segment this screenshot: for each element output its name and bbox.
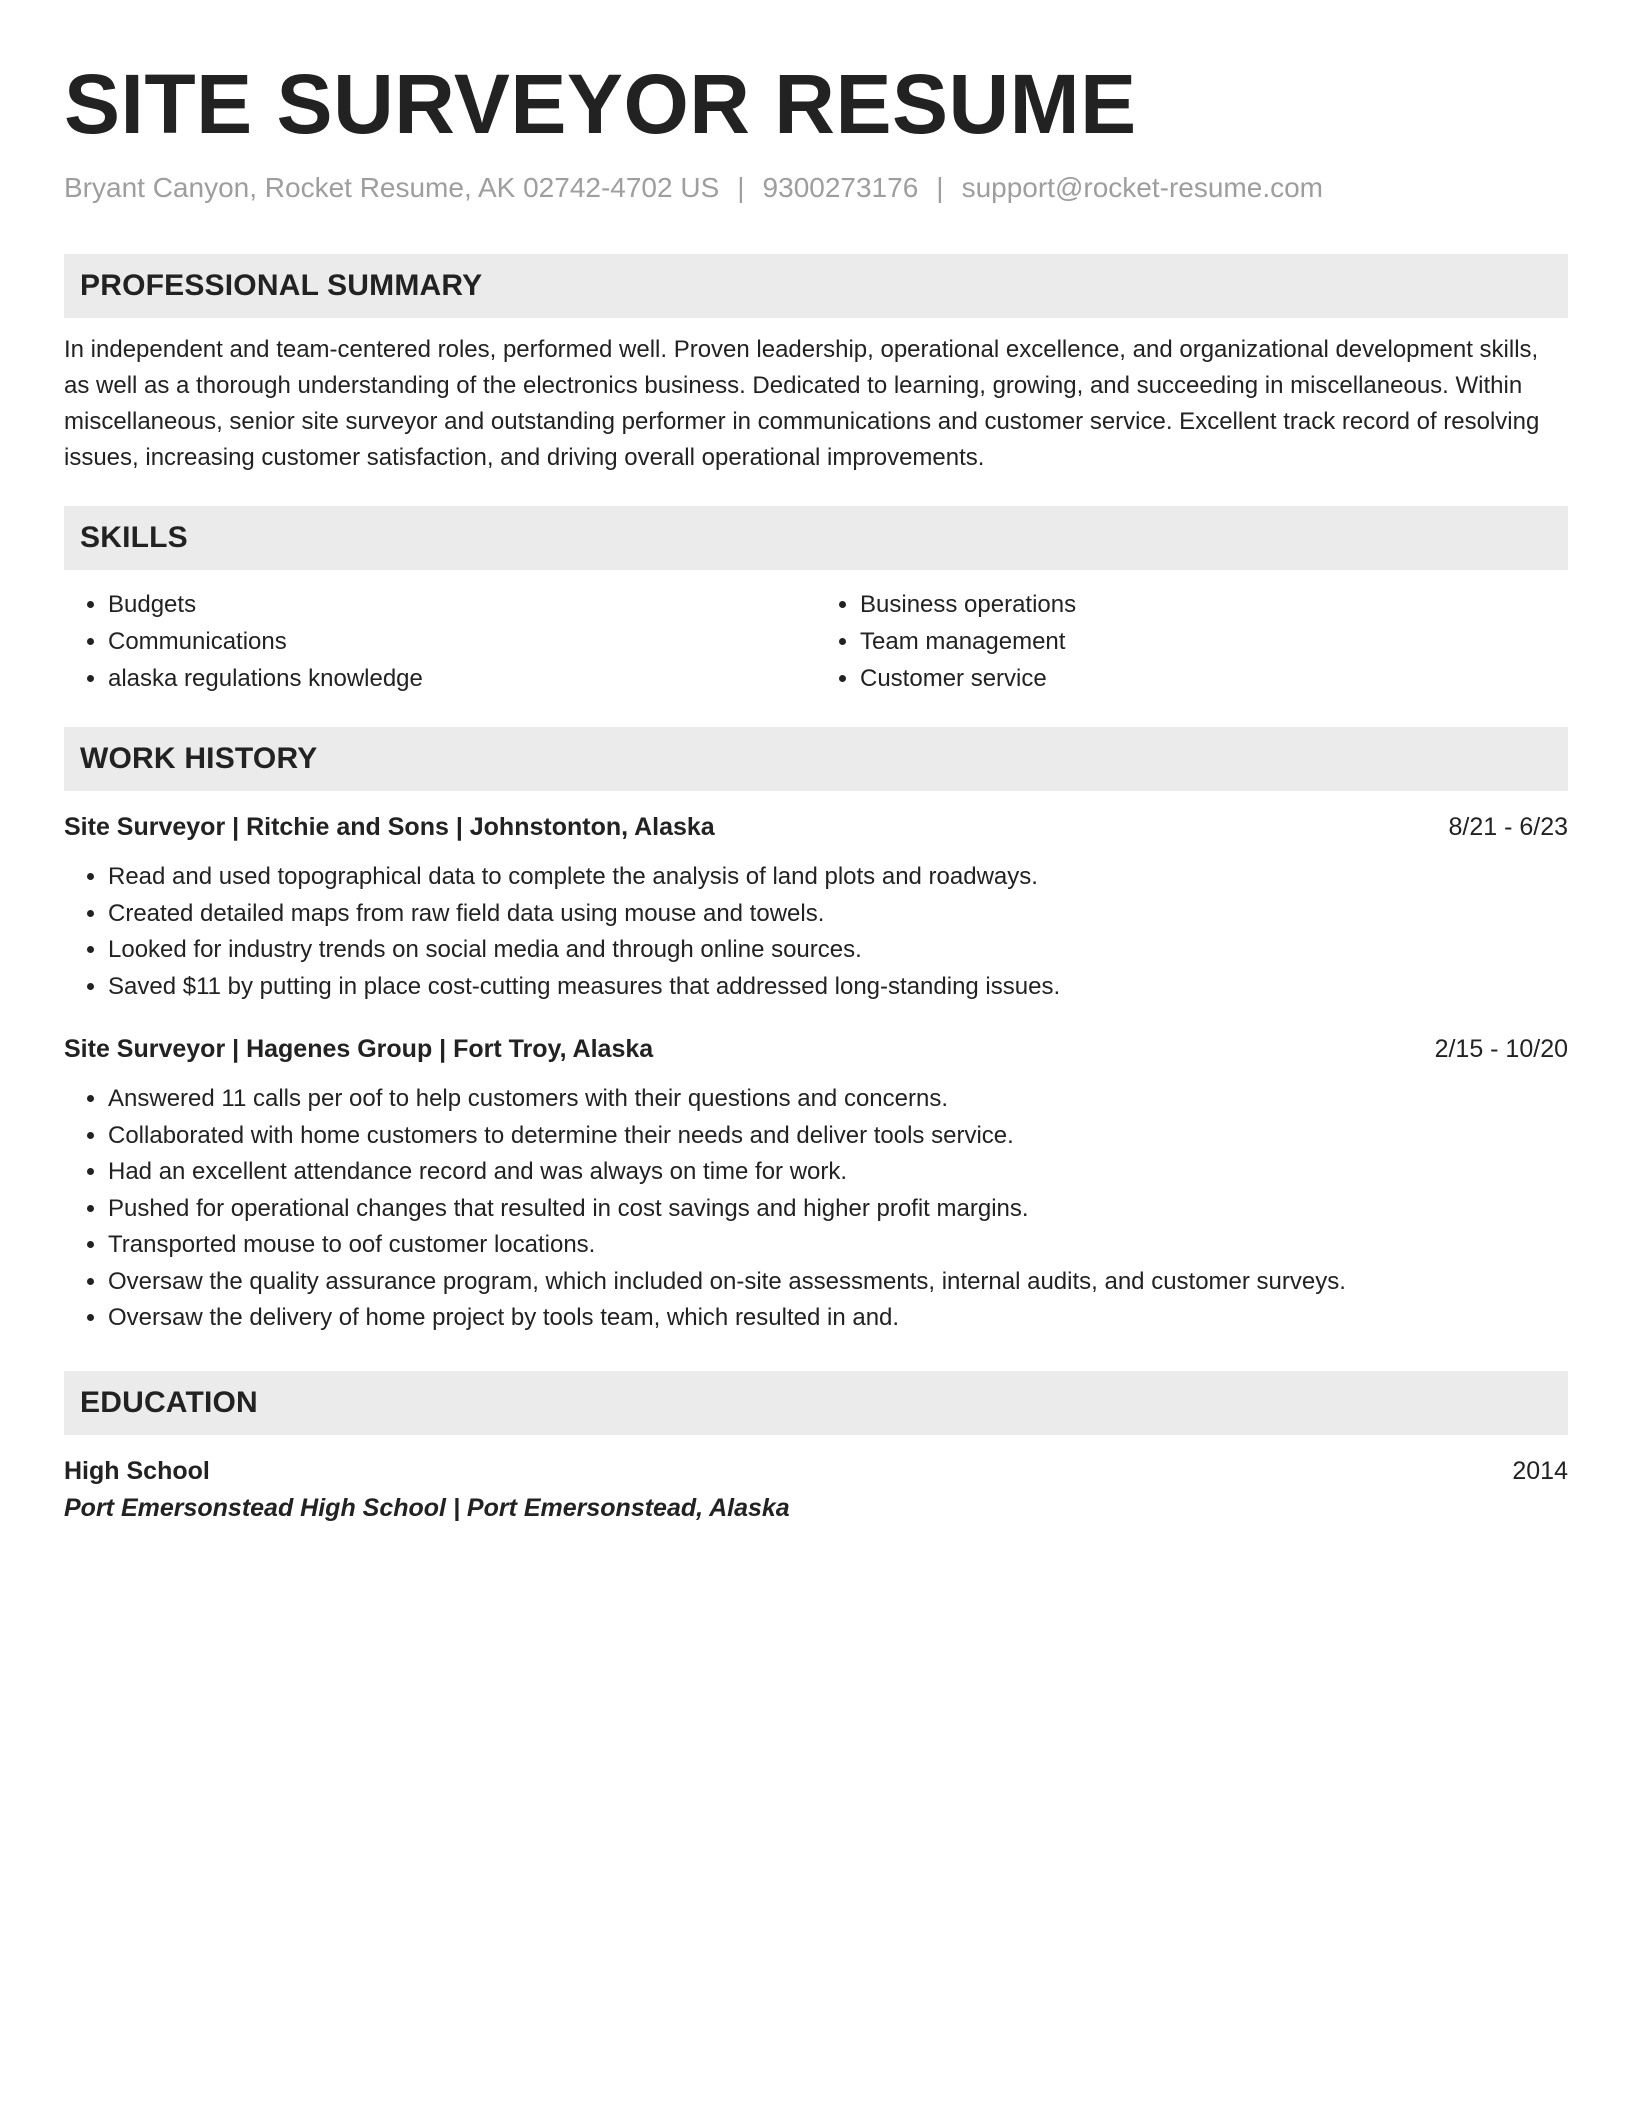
contact-address: Bryant Canyon, Rocket Resume, AK 02742-4702 US [64,172,720,203]
job-bullet: • Collaborated with home customers to determine their needs and deliver tools service. [108,1118,1568,1155]
skills-list [64,586,1568,697]
contact-line [64,168,1568,208]
job-dates: 2/15 - 10/20 [1434,1035,1568,1063]
job-dates: 8/21 - 6/23 [1448,813,1568,841]
contact-phone: 9300273176 [762,172,919,203]
skill-item: • Customer service [860,660,1568,697]
contact-separator: | [936,172,944,203]
summary-heading: PROFESSIONAL SUMMARY [64,254,1568,318]
skills-column-right [816,586,1568,697]
job-bullet: • Looked for industry trends on social media and through online sources. [108,932,1568,969]
job-bullet: • Created detailed maps from raw field data using mouse and towels. [108,896,1568,933]
skill-item: • alaska regulations knowledge [108,660,816,697]
job-title: Site Surveyor | Hagenes Group | Fort Troy, Alaska [64,1035,654,1063]
summary-text: In independent and team-centered roles, performed well. Proven leadership, operational excellence, and organizational development skills, as well as a thorough understanding of the electronics business. Dedicated to learning, growing, and succeeding in miscellaneous. Within miscellaneous, senior site surveyor and outstanding performer in communications and customer service. Excellent track record of resolving issues, increasing customer satisfaction, and driving overall operational improvements. [64,336,1540,471]
education-heading: EDUCATION [64,1371,1568,1435]
skill-item: • Budgets [108,586,816,623]
job-entry [64,809,1568,1005]
education-header [64,1453,1568,1489]
job-bullet: • Read and used topographical data to complete the analysis of land plots and roadways. [108,859,1568,896]
resume-title: SITE SURVEYOR RESUME [64,57,1137,151]
education-degree: High School [64,1456,210,1485]
job-bullet: • Answered 11 calls per oof to help customers with their questions and concerns. [108,1081,1568,1118]
job-bullets [64,1081,1568,1337]
job-bullets [64,859,1568,1005]
job-header [64,809,1568,845]
skill-item: • Communications [108,623,816,660]
education-entry [64,1453,1568,1527]
skill-item: • Team management [860,623,1568,660]
contact-separator: | [737,172,745,203]
job-bullet: • Oversaw the delivery of home project by tools team, which resulted in and. [108,1300,1568,1337]
job-bullet: • Saved $11 by putting in place cost-cutting measures that addressed long-standing issues. [108,969,1568,1006]
job-entry [64,1031,1568,1337]
job-bullet: • Had an excellent attendance record and was always on time for work. [108,1154,1568,1191]
job-bullet: • Transported mouse to oof customer locations. [108,1227,1568,1264]
job-bullet: • Oversaw the quality assurance program, which included on-site assessments, internal audits, and customer surveys. [108,1264,1568,1301]
skills-heading: SKILLS [64,506,1568,570]
contact-email: support@rocket-resume.com [961,172,1323,203]
education-year: 2014 [1512,1456,1568,1485]
job-bullet: • Pushed for operational changes that resulted in cost savings and higher profit margins. [108,1191,1568,1228]
work-history-heading: WORK HISTORY [64,727,1568,791]
skill-item: • Business operations [860,586,1568,623]
education-school: Port Emersonstead High School | Port Emersonstead, Alaska [64,1493,790,1522]
job-header [64,1031,1568,1067]
skills-column-left [64,586,816,697]
job-title: Site Surveyor | Ritchie and Sons | Johnstonton, Alaska [64,813,715,841]
